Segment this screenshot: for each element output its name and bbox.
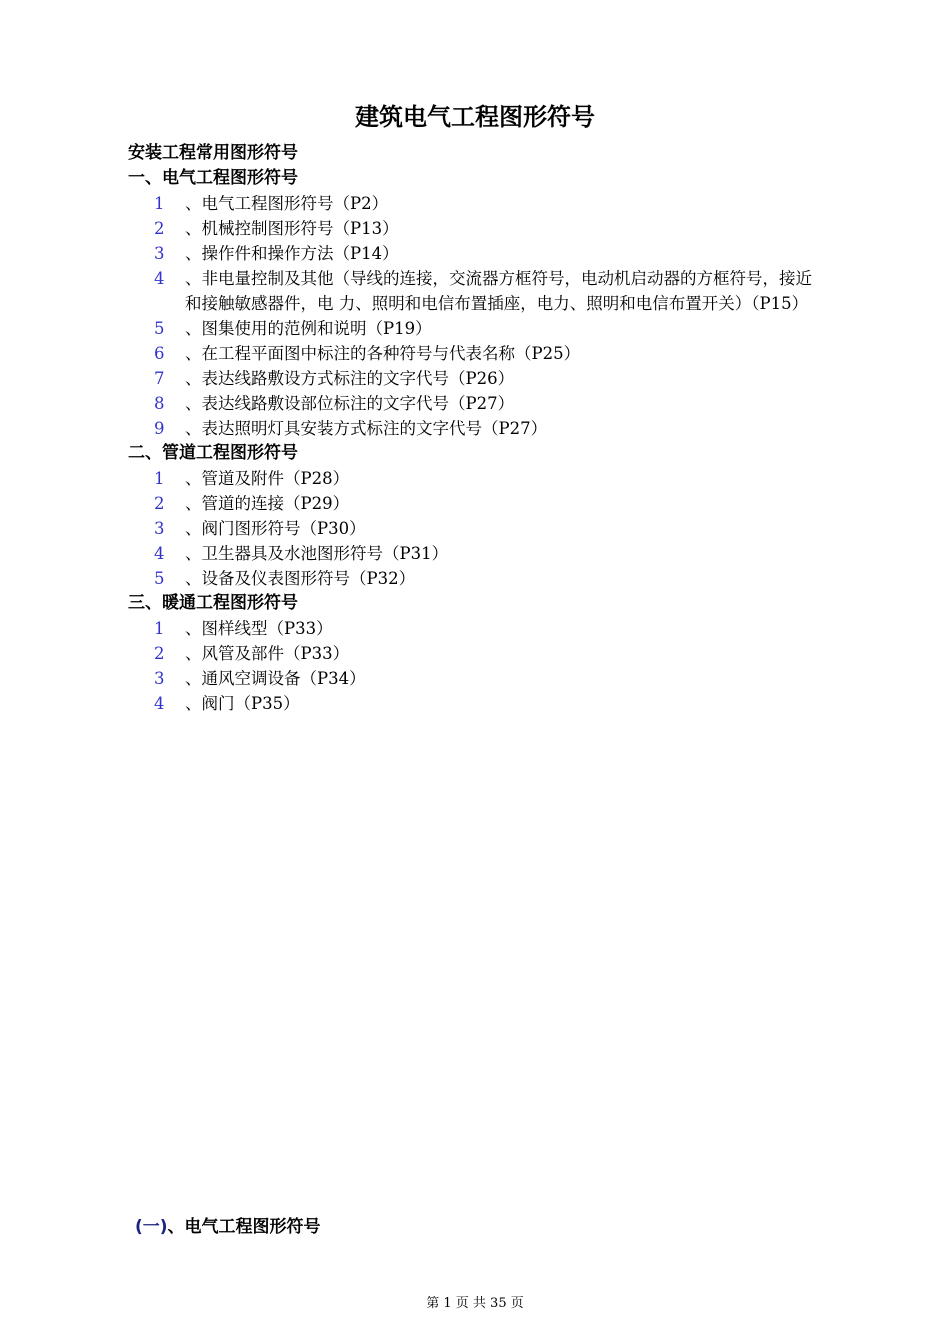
list-item — [128, 216, 828, 241]
item-text: 、阀门（P35） — [185, 694, 300, 713]
section-text: 、电气工程图形符号 — [167, 1217, 321, 1237]
item-text: 、图样线型（P33） — [185, 619, 333, 638]
item-text: 、设备及仪表图形符号（P32） — [185, 569, 416, 588]
group-heading-electrical: 一、电气工程图形符号 — [128, 168, 298, 188]
item-text: 、管道及附件（P28） — [185, 469, 350, 488]
item-text: 、非电量控制及其他（导线的连接，交流器方框符号，电动机启动器的方框符号，接近和接触敏感器件，电 力、照明和电信布置插座，电力、照明和电信布置开关）（P15） — [185, 269, 812, 313]
list-item — [128, 641, 828, 666]
item-number: 6 — [154, 344, 165, 363]
item-text: 、操作件和操作方法（P14） — [185, 244, 399, 263]
page-footer: 第 1 页 共 35 页 — [426, 1296, 524, 1311]
list-item — [128, 266, 828, 316]
section-heading — [135, 1212, 321, 1237]
item-number: 1 — [154, 194, 165, 213]
item-number: 2 — [154, 219, 165, 238]
item-text: 、管道的连接（P29） — [185, 494, 350, 513]
item-text: 、通风空调设备（P34） — [185, 669, 366, 688]
group-heading-piping: 二、管道工程图形符号 — [128, 443, 298, 463]
list-item — [128, 491, 828, 516]
list-item — [128, 191, 828, 216]
item-number: 4 — [154, 269, 165, 288]
list-item — [128, 366, 828, 391]
item-text: 、风管及部件（P33） — [185, 644, 350, 663]
list-item — [128, 391, 828, 416]
item-text: 、表达线路敷设部位标注的文字代号（P27） — [185, 394, 515, 413]
item-text: 、在工程平面图中标注的各种符号与代表名称（P25） — [185, 344, 581, 363]
item-number: 2 — [154, 644, 165, 663]
item-number: 3 — [154, 519, 165, 538]
item-text: 、阀门图形符号（P30） — [185, 519, 366, 538]
item-number: 8 — [154, 394, 165, 413]
item-number: 3 — [154, 244, 165, 263]
list-item — [128, 566, 828, 591]
item-number: 3 — [154, 669, 165, 688]
list-item — [128, 316, 828, 341]
item-number: 2 — [154, 494, 165, 513]
item-number: 5 — [154, 569, 165, 588]
item-number: 5 — [154, 319, 165, 338]
list-item — [128, 341, 828, 366]
group-heading-hvac: 三、暖通工程图形符号 — [128, 593, 298, 613]
list-item — [128, 691, 828, 716]
item-number: 1 — [154, 469, 165, 488]
toc-subtitle: 安装工程常用图形符号 — [128, 143, 298, 163]
item-text: 、电气工程图形符号（P2） — [185, 194, 389, 213]
list-item — [128, 616, 828, 641]
list-item — [128, 466, 828, 491]
section-number: (一) — [135, 1217, 168, 1237]
table-of-contents — [128, 141, 828, 716]
item-text: 、表达线路敷设方式标注的文字代号（P26） — [185, 369, 515, 388]
list-item — [128, 416, 828, 441]
item-text: 、机械控制图形符号（P13） — [185, 219, 399, 238]
list-item — [128, 241, 828, 266]
item-text: 、卫生器具及水池图形符号（P31） — [185, 544, 449, 563]
list-item — [128, 666, 828, 691]
item-number: 1 — [154, 619, 165, 638]
item-number: 4 — [154, 694, 165, 713]
document-title: 建筑电气工程图形符号 — [355, 103, 595, 131]
item-number: 4 — [154, 544, 165, 563]
item-number: 7 — [154, 369, 165, 388]
item-text: 、表达照明灯具安装方式标注的文字代号（P27） — [185, 419, 548, 438]
list-item — [128, 541, 828, 566]
item-text: 、图集使用的范例和说明（P19） — [185, 319, 432, 338]
list-item — [128, 516, 828, 541]
item-number: 9 — [154, 419, 165, 438]
